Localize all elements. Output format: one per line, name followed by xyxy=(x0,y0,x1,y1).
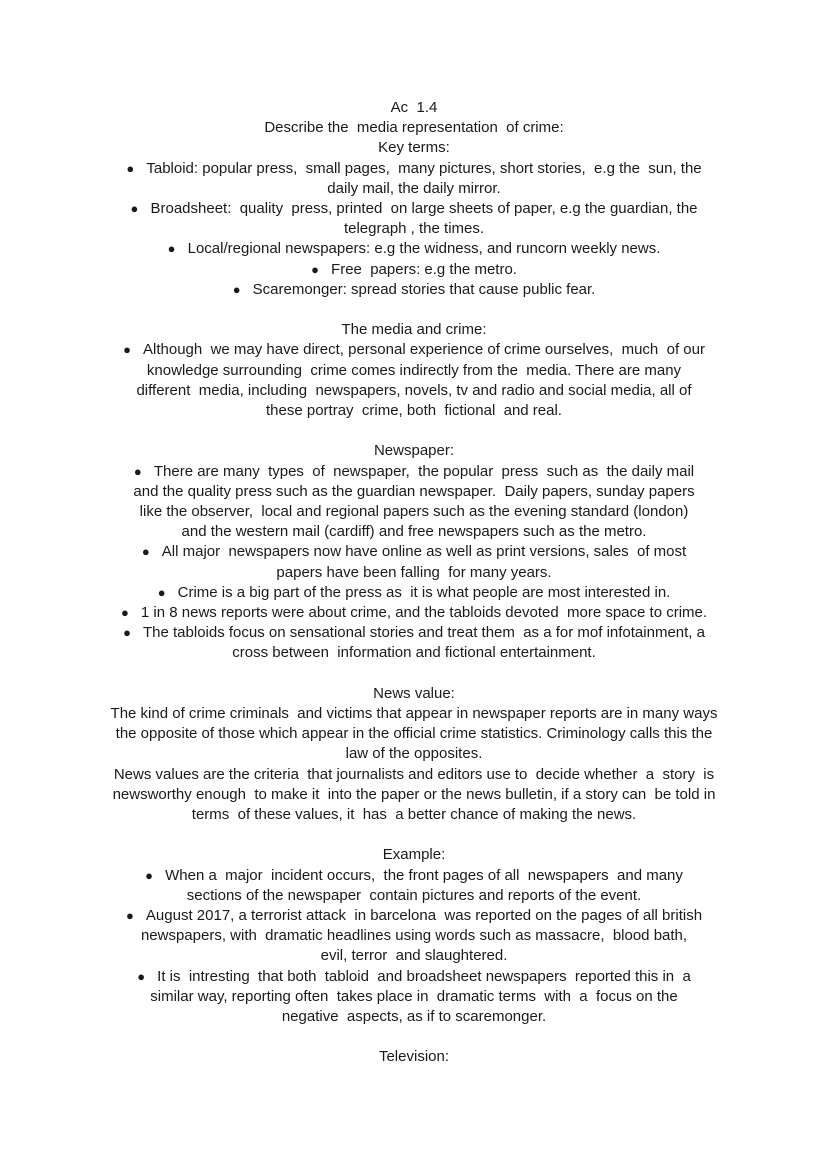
line-text: newsworthy enough to make it into the paper or the news bulletin, if a story can be told in xyxy=(112,785,716,803)
bullet-item xyxy=(90,603,738,623)
line-text: cross between information and fictional entertainment. xyxy=(232,644,596,662)
bullet-item xyxy=(90,239,738,259)
bullet-icon: ● xyxy=(130,201,139,217)
line-text: different media, including newspapers, novels, tv and radio and social media, all of xyxy=(136,381,692,399)
text-line xyxy=(90,522,738,542)
text-line xyxy=(90,542,738,562)
section xyxy=(90,320,738,421)
line-text: and the quality press such as the guardian newspaper. Daily papers, sunday papers xyxy=(133,482,695,500)
bullet-icon: ● xyxy=(126,160,135,176)
line-text: terms of these values, it has a better chance of making the news. xyxy=(191,806,637,824)
bullet-icon: ● xyxy=(120,605,129,621)
line-text: Local/regional newspapers: e.g the widness, and runcorn weekly news. xyxy=(187,240,661,258)
bullet-icon: ● xyxy=(141,544,150,560)
blank-line xyxy=(90,421,738,441)
line-text: It is intresting that both tabloid and broadsheet newspapers reported this in a xyxy=(157,967,691,985)
document-page xyxy=(90,98,738,1068)
line-text: Crime is a big part of the press as it is what people are most interested in. xyxy=(177,583,671,601)
text-line xyxy=(90,805,738,825)
text-line xyxy=(90,462,738,482)
text-line xyxy=(90,361,738,381)
text-line xyxy=(90,603,738,623)
line-text: sections of the newspaper contain pictures and reports of the event. xyxy=(186,886,642,904)
paragraph xyxy=(90,765,738,826)
line-text: like the observer, local and regional papers such as the evening standard (london) xyxy=(139,503,689,521)
line-text: The tabloids focus on sensational stories and treat them as a for mof infotainment, a xyxy=(143,624,705,642)
bullet-item xyxy=(90,462,738,543)
section-heading: Television: xyxy=(378,1048,450,1066)
paragraph xyxy=(90,704,738,765)
text-line xyxy=(90,643,738,663)
text-line xyxy=(90,401,738,421)
blank-line xyxy=(90,1027,738,1047)
text-line xyxy=(90,906,738,926)
bullet-icon: ● xyxy=(232,281,241,297)
line-text: the opposite of those which appear in the official crime statistics. Criminology calls this the xyxy=(115,725,713,743)
text-line xyxy=(90,179,738,199)
section xyxy=(90,845,738,1027)
bullet-icon: ● xyxy=(137,968,146,984)
bullet-item xyxy=(90,866,738,906)
text-line xyxy=(90,765,738,785)
line-text: News values are the criteria that journalists and editors use to decide whether a story is xyxy=(113,765,715,783)
bullet-item xyxy=(90,199,738,239)
bullet-item xyxy=(90,260,738,280)
line-text: daily mail, the daily mirror. xyxy=(327,179,501,197)
section xyxy=(90,441,738,663)
line-text: knowledge surrounding crime comes indirectly from the media. There are many xyxy=(146,361,682,379)
text-line xyxy=(90,623,738,643)
blank-line xyxy=(90,825,738,845)
bullet-item xyxy=(90,280,738,300)
line-text: The kind of crime criminals and victims that appear in newspaper reports are in many ways xyxy=(110,705,718,723)
blank-line xyxy=(90,300,738,320)
bullet-item xyxy=(90,340,738,421)
line-text: evil, terror and slaughtered. xyxy=(320,947,508,965)
line-text: telegraph , the times. xyxy=(343,220,485,238)
text-line xyxy=(90,340,738,360)
document-sections xyxy=(90,138,738,1067)
line-text: negative aspects, as if to scaremonger. xyxy=(281,1008,547,1026)
text-line xyxy=(90,239,738,259)
document-subtitle: Describe the media representation of crime: xyxy=(264,119,564,137)
section-heading: Key terms: xyxy=(378,139,450,157)
bullet-icon: ● xyxy=(133,463,142,479)
line-text: 1 in 8 news reports were about crime, and the tabloids devoted more space to crime. xyxy=(140,604,708,622)
text-line xyxy=(90,159,738,179)
text-line xyxy=(90,886,738,906)
line-text: Although we may have direct, personal experience of crime ourselves, much of our xyxy=(143,341,705,359)
line-text: similar way, reporting often takes place in dramatic terms with a focus on the xyxy=(150,987,678,1005)
bullet-icon: ● xyxy=(157,584,166,600)
line-text: newspapers, with dramatic headlines using words such as massacre, blood bath, xyxy=(140,927,688,945)
bullet-item xyxy=(90,159,738,199)
bullet-icon: ● xyxy=(167,241,176,257)
text-line xyxy=(90,866,738,886)
text-line xyxy=(90,502,738,522)
blank-line xyxy=(90,664,738,684)
bullet-icon: ● xyxy=(125,908,134,924)
bullet-item xyxy=(90,542,738,582)
section-heading: Newspaper: xyxy=(373,442,455,460)
line-text: August 2017, a terrorist attack in barcelona was reported on the pages of all british xyxy=(145,907,703,925)
section xyxy=(90,138,738,300)
text-line xyxy=(90,1007,738,1027)
section-heading: The media and crime: xyxy=(341,321,487,339)
text-line xyxy=(90,563,738,583)
bullet-item xyxy=(90,623,738,663)
line-text: Free papers: e.g the metro. xyxy=(331,260,517,278)
bullet-icon: ● xyxy=(123,342,131,358)
line-text: There are many types of newspaper, the popular press such as the daily mail xyxy=(153,462,695,480)
text-line xyxy=(90,583,738,603)
text-line xyxy=(90,704,738,724)
line-text: When a major incident occurs, the front pages of all newspapers and many xyxy=(165,866,683,884)
section-heading: News value: xyxy=(373,684,455,702)
bullet-icon: ● xyxy=(123,625,131,641)
line-text: All major newspapers now have online as well as print versions, sales of most xyxy=(161,543,687,561)
text-line xyxy=(90,785,738,805)
text-line xyxy=(90,482,738,502)
text-line xyxy=(90,946,738,966)
line-text: and the western mail (cardiff) and free newspapers such as the metro. xyxy=(181,523,647,541)
text-line xyxy=(90,724,738,744)
line-text: papers have been falling for many years. xyxy=(276,563,552,581)
section-heading: Example: xyxy=(382,846,446,864)
section xyxy=(90,1047,738,1067)
line-text: Tabloid: popular press, small pages, many pictures, short stories, e.g the sun, the xyxy=(146,159,702,177)
text-line xyxy=(90,260,738,280)
text-line xyxy=(90,381,738,401)
line-text: Broadsheet: quality press, printed on large sheets of paper, e.g the guardian, the xyxy=(150,200,698,218)
text-line xyxy=(90,280,738,300)
text-line xyxy=(90,967,738,987)
document-title: Ac 1.4 xyxy=(390,99,438,116)
line-text: these portray crime, both fictional and real. xyxy=(266,402,562,420)
bullet-icon: ● xyxy=(145,867,154,883)
line-text: Scaremonger: spread stories that cause public fear. xyxy=(252,280,596,298)
bullet-item xyxy=(90,906,738,967)
bullet-icon: ● xyxy=(311,261,319,277)
section xyxy=(90,684,738,825)
text-line xyxy=(90,744,738,764)
bullet-item xyxy=(90,967,738,1028)
text-line xyxy=(90,926,738,946)
text-line xyxy=(90,987,738,1007)
bullet-item xyxy=(90,583,738,603)
text-line xyxy=(90,219,738,239)
line-text: law of the opposites. xyxy=(345,745,483,763)
text-line xyxy=(90,199,738,219)
